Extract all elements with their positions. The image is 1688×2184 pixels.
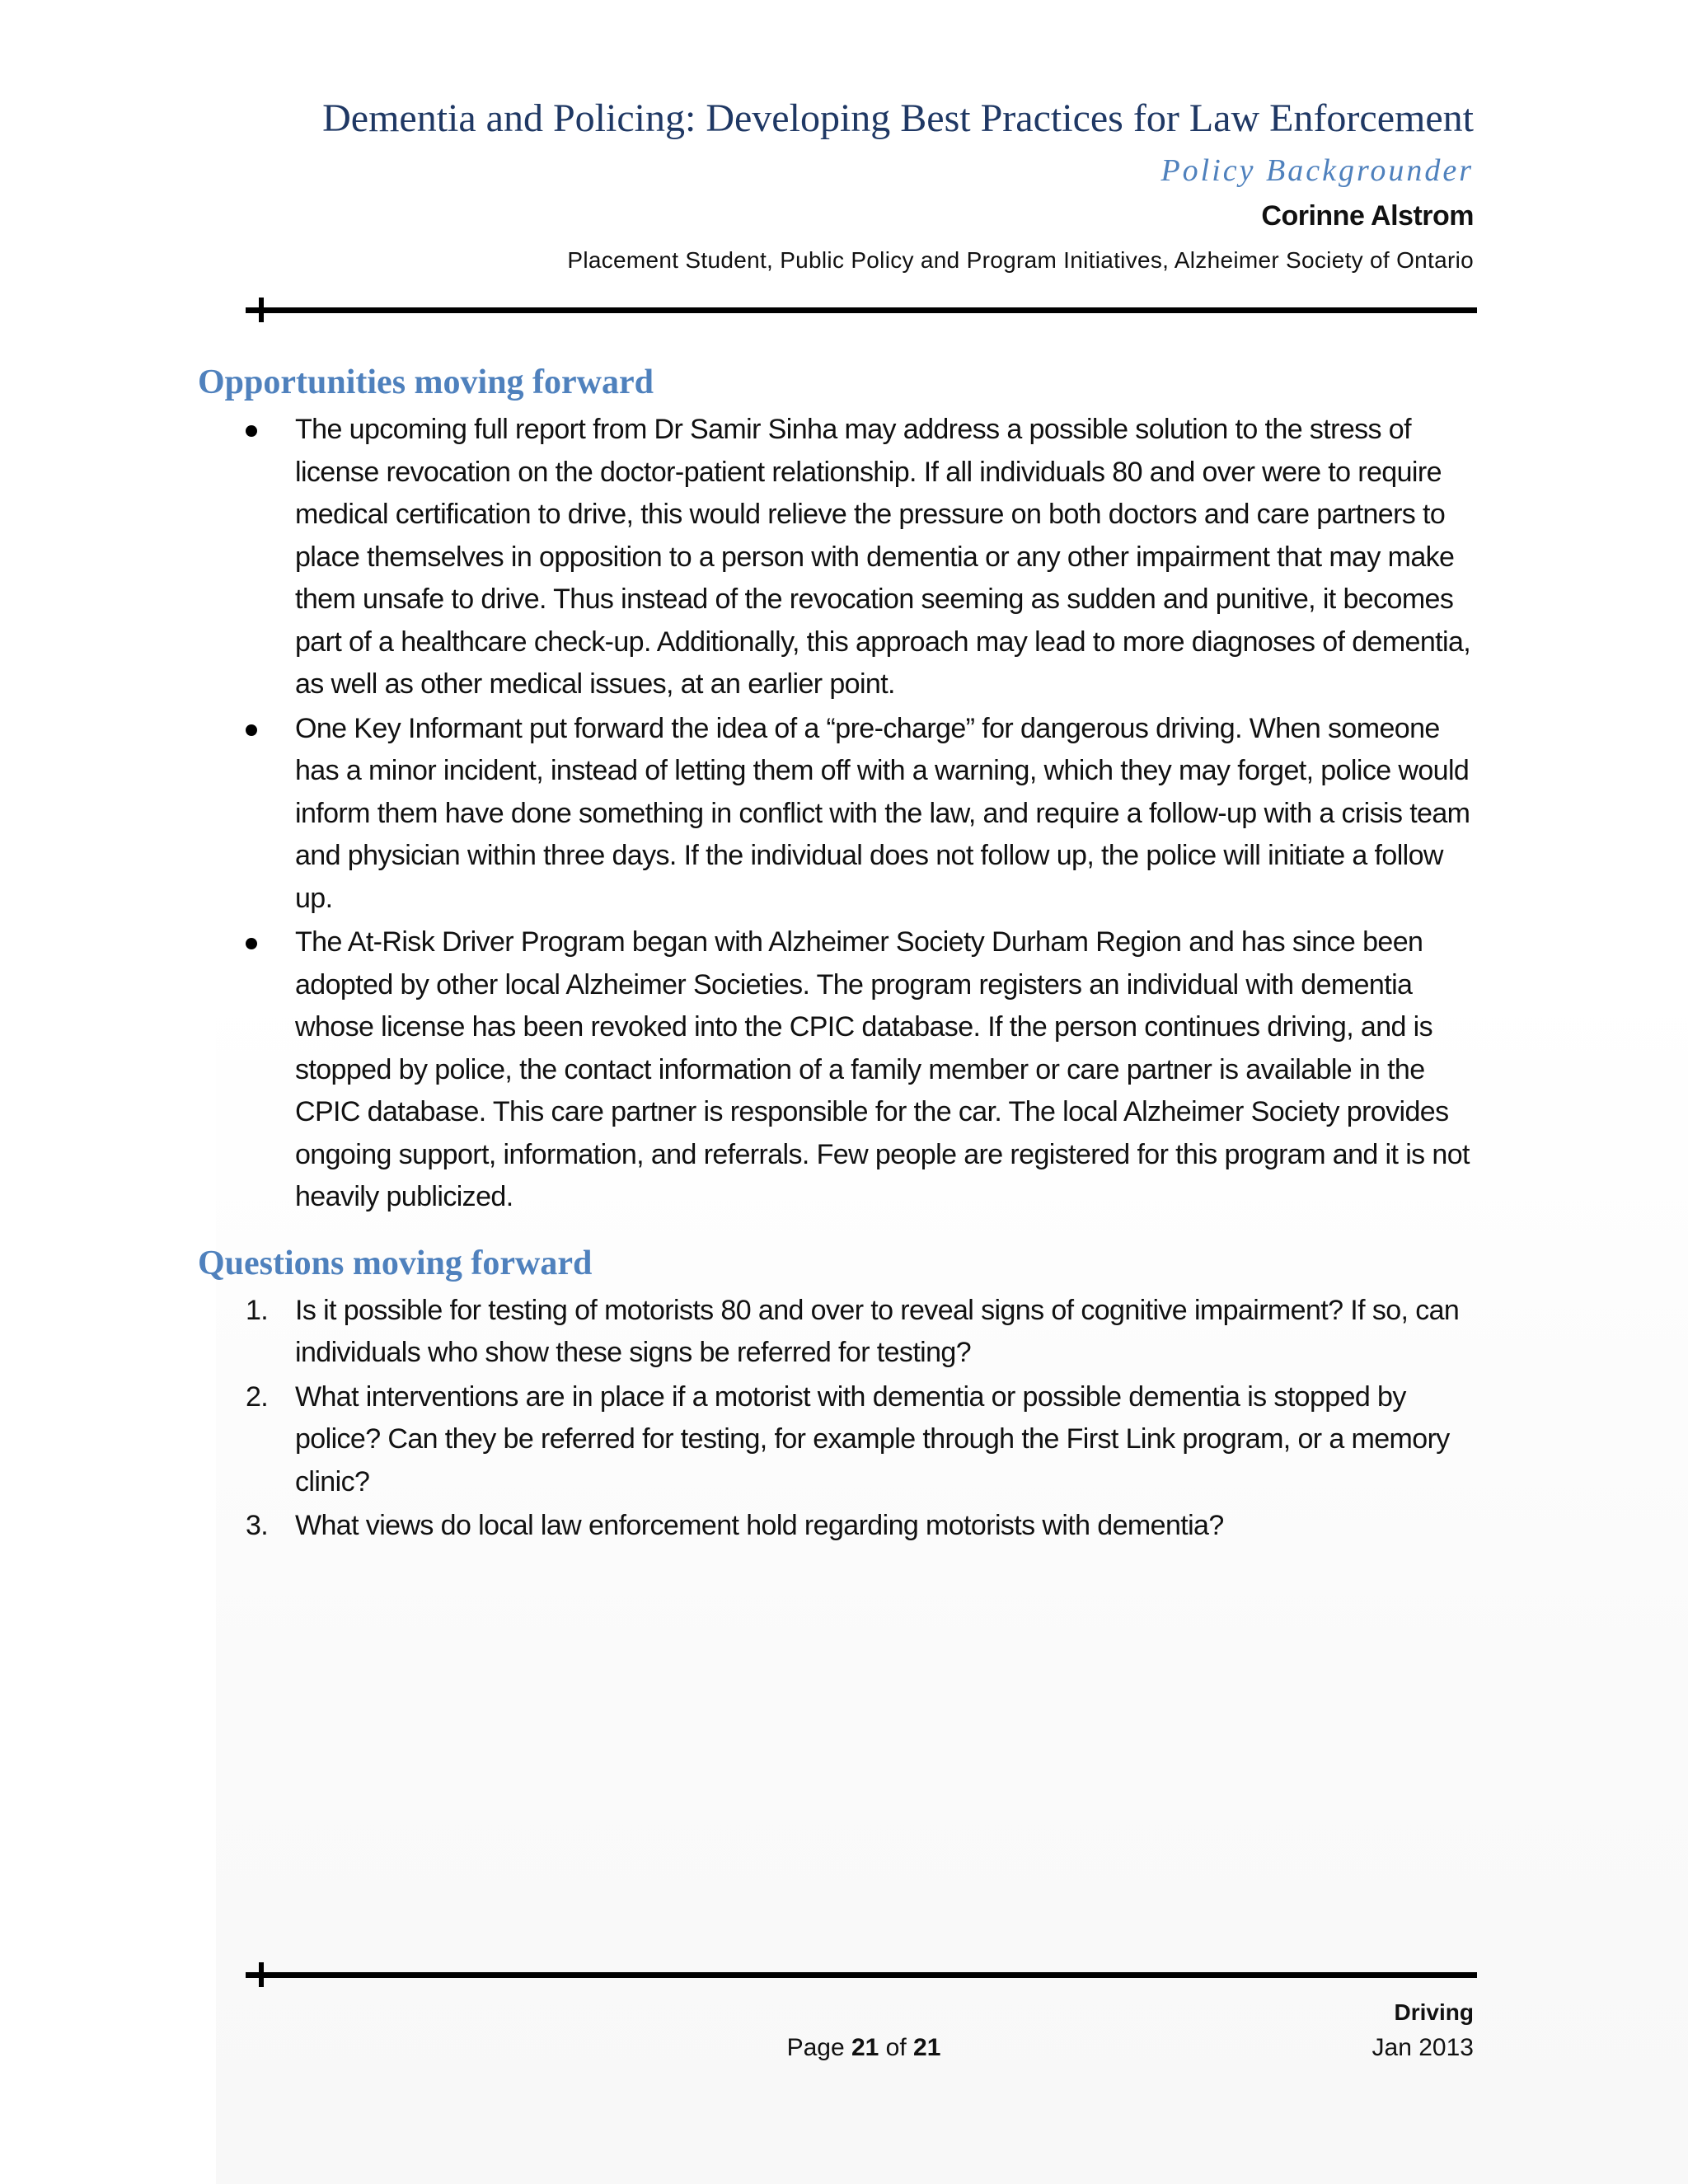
footer-rule-tick bbox=[259, 1962, 264, 1987]
section-heading-questions: Questions moving forward bbox=[198, 1244, 593, 1282]
page-total: 21 bbox=[913, 2034, 941, 2061]
bullet-icon bbox=[246, 425, 257, 437]
list-item-text: One Key Informant put forward the idea of a “pre-charge” for dangerous driving. When someone has a minor incident, instead of letting them off with a warning, which they may forget, police would inform them have done something in conflict with the law, and require a follow-up with a crisis team and physician within three days. If the individual does not follow up, the police will initiate a follow up. bbox=[295, 712, 1470, 914]
bullet-icon bbox=[246, 938, 257, 949]
list-number: 1. bbox=[246, 1294, 269, 1326]
document-body bbox=[198, 358, 1484, 1548]
document-subtitle: Policy Backgrounder bbox=[1160, 153, 1474, 188]
questions-list bbox=[198, 1290, 1484, 1548]
footer-rule bbox=[246, 1972, 1477, 1978]
list-item bbox=[198, 708, 1484, 921]
page-label: Page bbox=[786, 2034, 851, 2061]
header-rule bbox=[246, 307, 1477, 313]
list-item bbox=[198, 1505, 1484, 1548]
list-number: 2. bbox=[246, 1380, 269, 1413]
document-title: Dementia and Policing: Developing Best Practices for Law Enforcement bbox=[322, 96, 1474, 140]
page-of-label: of bbox=[879, 2034, 914, 2061]
list-item bbox=[198, 1290, 1484, 1375]
list-item bbox=[198, 409, 1484, 706]
list-number: 3. bbox=[246, 1510, 269, 1541]
opportunities-list bbox=[198, 409, 1484, 1219]
list-item-text: What interventions are in place if a motorist with dementia or possible dementia is stopped by police? Can they be referred for testing, for example through the First Link program, or a memory clinic? bbox=[295, 1380, 1450, 1497]
section-heading-opportunities: Opportunities moving forward bbox=[198, 363, 654, 401]
list-item-text: The upcoming full report from Dr Samir Sinha may address a possible solution to the stress of license revocation on the doctor-patient relationship. If all individuals 80 and over were to require medical certification to drive, this would relieve the pressure on both doctors and care partners to place themselves in opposition to a person with dementia or any other impairment that may make them unsafe to drive. Thus instead of the revocation seeming as sudden and punitive, it becomes part of a healthcare check-up. Additionally, this approach may lead to more diagnoses of dementia, as well as other medical issues, at an earlier point. bbox=[295, 414, 1471, 700]
list-item-text: What views do local law enforcement hold regarding motorists with dementia? bbox=[295, 1510, 1224, 1541]
list-item-text: Is it possible for testing of motorists 80 and over to reveal signs of cognitive impairment? If so, can individuals who show these signs be referred for testing? bbox=[295, 1294, 1460, 1368]
footer-section-tag: Driving bbox=[1394, 1999, 1474, 2025]
author-role: Placement Student, Public Policy and Program Initiatives, Alzheimer Society of Ontario bbox=[567, 247, 1474, 273]
author-name: Corinne Alstrom bbox=[1261, 200, 1474, 232]
bullet-icon bbox=[246, 724, 257, 736]
list-item bbox=[198, 921, 1484, 1219]
header-rule-tick bbox=[259, 298, 264, 322]
footer-date: Jan 2013 bbox=[1372, 2034, 1474, 2061]
document-header bbox=[322, 92, 1474, 280]
list-item bbox=[198, 1376, 1484, 1504]
list-item-text: The At-Risk Driver Program began with Alzheimer Society Durham Region and has since been adopted by other local Alzheimer Societies. The program registers an individual with dementia whose license has been revoked into the CPIC database. If the person continues driving, and is stopped by police, the contact information of a family member or care partner is available in the CPIC database. This care partner is responsible for the car. The local Alzheimer Society provides ongoing support, information, and referrals. Few people are registered for this program and it is not heavily publicized. bbox=[295, 926, 1470, 1212]
page-current: 21 bbox=[851, 2034, 879, 2061]
